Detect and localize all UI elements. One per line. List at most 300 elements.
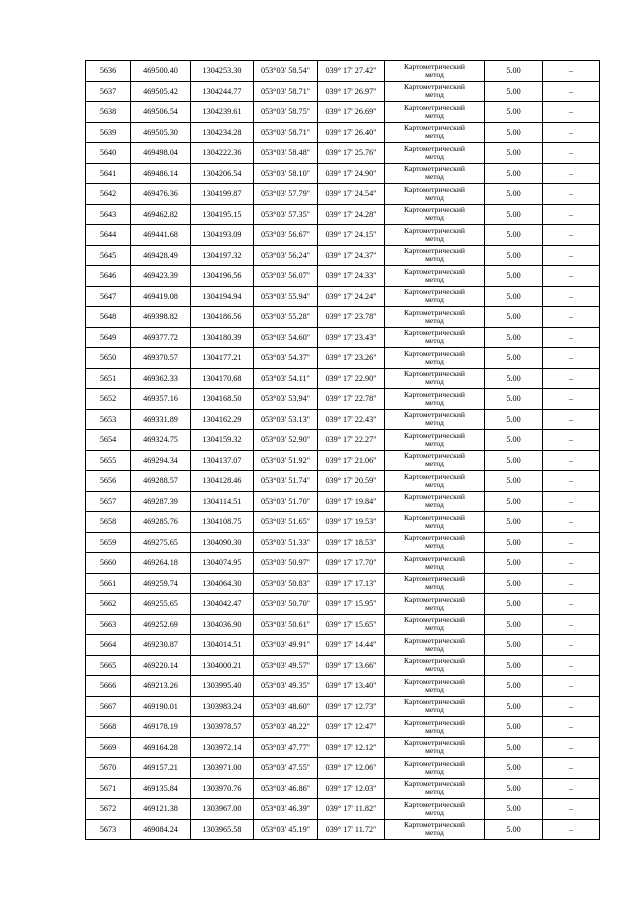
- latitude-cell: 053°03' 51.92": [254, 450, 318, 471]
- accuracy-cell: 5.00: [485, 676, 543, 697]
- point-number-cell: 5652: [86, 389, 131, 410]
- x-coordinate-cell: 469264.18: [131, 553, 191, 574]
- point-number-cell: 5661: [86, 573, 131, 594]
- table-row: [86, 266, 600, 287]
- note-cell: –: [543, 819, 600, 840]
- note-cell: –: [543, 676, 600, 697]
- accuracy-cell: 5.00: [485, 286, 543, 307]
- longitude-cell: 039° 17' 12.06": [318, 758, 385, 779]
- note-cell: –: [543, 573, 600, 594]
- note-cell: –: [543, 737, 600, 758]
- longitude-cell: 039° 17' 22.27": [318, 430, 385, 451]
- table-row: [86, 61, 600, 82]
- longitude-cell: 039° 17' 24.24": [318, 286, 385, 307]
- y-coordinate-cell: 1303972.14: [191, 737, 254, 758]
- longitude-cell: 039° 17' 24.37": [318, 245, 385, 266]
- coordinates-table-body: [86, 61, 600, 840]
- method-cell: [385, 450, 485, 471]
- point-number-cell: 5668: [86, 717, 131, 738]
- method-line-1: Картометрический: [404, 533, 465, 543]
- y-coordinate-cell: 1304014.51: [191, 635, 254, 656]
- method-cell: [385, 163, 485, 184]
- y-coordinate-cell: 1304253.30: [191, 61, 254, 82]
- method-line-1: Картометрический: [404, 615, 465, 625]
- latitude-cell: 053°03' 48.22": [254, 717, 318, 738]
- point-number-cell: 5664: [86, 635, 131, 656]
- method-line-1: Картометрический: [404, 758, 465, 768]
- method-cell: [385, 409, 485, 430]
- method-cell: [385, 368, 485, 389]
- method-line-1: Картометрический: [404, 717, 465, 727]
- table-row: [86, 573, 600, 594]
- y-coordinate-cell: 1303970.76: [191, 778, 254, 799]
- point-number-cell: 5673: [86, 819, 131, 840]
- table-row: [86, 389, 600, 410]
- accuracy-cell: 5.00: [485, 368, 543, 389]
- method-cell: [385, 758, 485, 779]
- table-row: [86, 717, 600, 738]
- method-line-1: Картометрический: [404, 594, 465, 604]
- method-cell: [385, 512, 485, 533]
- method-cell: [385, 102, 485, 123]
- method-line-2: метод: [425, 254, 444, 264]
- point-number-cell: 5657: [86, 491, 131, 512]
- latitude-cell: 053°03' 58.75": [254, 102, 318, 123]
- method-line-1: Картометрический: [404, 738, 465, 748]
- method-line-2: метод: [425, 397, 444, 407]
- longitude-cell: 039° 17' 24.33": [318, 266, 385, 287]
- note-cell: –: [543, 696, 600, 717]
- point-number-cell: 5671: [86, 778, 131, 799]
- x-coordinate-cell: 469441.68: [131, 225, 191, 246]
- accuracy-cell: 5.00: [485, 594, 543, 615]
- longitude-cell: 039° 17' 15.65": [318, 614, 385, 635]
- note-cell: –: [543, 81, 600, 102]
- method-cell: [385, 594, 485, 615]
- method-line-1: Картометрический: [404, 287, 465, 297]
- method-line-1: Картометрический: [404, 779, 465, 789]
- longitude-cell: 039° 17' 24.90": [318, 163, 385, 184]
- latitude-cell: 053°03' 47.55": [254, 758, 318, 779]
- method-line-1: Картометрический: [404, 307, 465, 317]
- y-coordinate-cell: 1303965.58: [191, 819, 254, 840]
- y-coordinate-cell: 1304234.28: [191, 122, 254, 143]
- method-line-1: Картометрический: [404, 553, 465, 563]
- x-coordinate-cell: 469357.16: [131, 389, 191, 410]
- method-line-2: метод: [425, 705, 444, 715]
- latitude-cell: 053°03' 54.11": [254, 368, 318, 389]
- x-coordinate-cell: 469419.08: [131, 286, 191, 307]
- method-cell: [385, 819, 485, 840]
- method-cell: [385, 614, 485, 635]
- latitude-cell: 053°03' 58.54": [254, 61, 318, 82]
- x-coordinate-cell: 469377.72: [131, 327, 191, 348]
- point-number-cell: 5645: [86, 245, 131, 266]
- coordinates-table: [85, 60, 600, 840]
- method-cell: [385, 122, 485, 143]
- latitude-cell: 053°03' 52.90": [254, 430, 318, 451]
- table-row: [86, 758, 600, 779]
- latitude-cell: 053°03' 50.61": [254, 614, 318, 635]
- longitude-cell: 039° 17' 23.26": [318, 348, 385, 369]
- method-cell: [385, 717, 485, 738]
- accuracy-cell: 5.00: [485, 614, 543, 635]
- longitude-cell: 039° 17' 22.78": [318, 389, 385, 410]
- y-coordinate-cell: 1304168.50: [191, 389, 254, 410]
- point-number-cell: 5640: [86, 143, 131, 164]
- note-cell: –: [543, 532, 600, 553]
- table-row: [86, 102, 600, 123]
- y-coordinate-cell: 1304128.46: [191, 471, 254, 492]
- method-cell: [385, 655, 485, 676]
- method-line-1: Картометрический: [404, 246, 465, 256]
- y-coordinate-cell: 1304195.15: [191, 204, 254, 225]
- longitude-cell: 039° 17' 24.54": [318, 184, 385, 205]
- x-coordinate-cell: 469476.36: [131, 184, 191, 205]
- longitude-cell: 039° 17' 27.42": [318, 61, 385, 82]
- x-coordinate-cell: 469370.57: [131, 348, 191, 369]
- method-line-2: метод: [425, 459, 444, 469]
- note-cell: –: [543, 409, 600, 430]
- method-cell: [385, 245, 485, 266]
- point-number-cell: 5641: [86, 163, 131, 184]
- x-coordinate-cell: 469505.30: [131, 122, 191, 143]
- accuracy-cell: 5.00: [485, 737, 543, 758]
- latitude-cell: 053°03' 51.33": [254, 532, 318, 553]
- latitude-cell: 053°03' 54.37": [254, 348, 318, 369]
- method-line-1: Картометрический: [404, 697, 465, 707]
- method-line-1: Картометрический: [404, 102, 465, 112]
- point-number-cell: 5665: [86, 655, 131, 676]
- method-line-1: Картометрический: [404, 61, 465, 71]
- note-cell: –: [543, 61, 600, 82]
- method-line-2: метод: [425, 828, 444, 838]
- method-line-2: метод: [425, 69, 444, 79]
- method-line-2: метод: [425, 787, 444, 797]
- method-line-1: Картометрический: [404, 492, 465, 502]
- x-coordinate-cell: 469462.82: [131, 204, 191, 225]
- latitude-cell: 053°03' 51.65": [254, 512, 318, 533]
- point-number-cell: 5667: [86, 696, 131, 717]
- accuracy-cell: 5.00: [485, 143, 543, 164]
- method-line-1: Картометрический: [404, 820, 465, 830]
- method-line-2: метод: [425, 274, 444, 284]
- method-line-1: Картометрический: [404, 143, 465, 153]
- method-line-1: Картометрический: [404, 123, 465, 133]
- method-line-2: метод: [425, 295, 444, 305]
- x-coordinate-cell: 469428.49: [131, 245, 191, 266]
- y-coordinate-cell: 1304090.30: [191, 532, 254, 553]
- longitude-cell: 039° 17' 15.95": [318, 594, 385, 615]
- note-cell: –: [543, 163, 600, 184]
- y-coordinate-cell: 1304064.30: [191, 573, 254, 594]
- method-cell: [385, 471, 485, 492]
- note-cell: –: [543, 799, 600, 820]
- method-line-1: Картометрический: [404, 164, 465, 174]
- y-coordinate-cell: 1304222.36: [191, 143, 254, 164]
- accuracy-cell: 5.00: [485, 512, 543, 533]
- method-line-1: Картометрический: [404, 389, 465, 399]
- method-cell: [385, 266, 485, 287]
- method-line-2: метод: [425, 643, 444, 653]
- table-row: [86, 471, 600, 492]
- longitude-cell: 039° 17' 19.84": [318, 491, 385, 512]
- latitude-cell: 053°03' 53.13": [254, 409, 318, 430]
- longitude-cell: 039° 17' 14.44": [318, 635, 385, 656]
- y-coordinate-cell: 1304036.90: [191, 614, 254, 635]
- x-coordinate-cell: 469259.74: [131, 573, 191, 594]
- method-cell: [385, 225, 485, 246]
- y-coordinate-cell: 1304180.39: [191, 327, 254, 348]
- method-line-1: Картометрический: [404, 369, 465, 379]
- x-coordinate-cell: 469486.14: [131, 163, 191, 184]
- accuracy-cell: 5.00: [485, 717, 543, 738]
- note-cell: –: [543, 512, 600, 533]
- point-number-cell: 5639: [86, 122, 131, 143]
- point-number-cell: 5670: [86, 758, 131, 779]
- point-number-cell: 5644: [86, 225, 131, 246]
- accuracy-cell: 5.00: [485, 225, 543, 246]
- method-cell: [385, 143, 485, 164]
- y-coordinate-cell: 1304197.32: [191, 245, 254, 266]
- x-coordinate-cell: 469255.65: [131, 594, 191, 615]
- x-coordinate-cell: 469135.84: [131, 778, 191, 799]
- y-coordinate-cell: 1304199.87: [191, 184, 254, 205]
- method-line-2: метод: [425, 520, 444, 530]
- note-cell: –: [543, 471, 600, 492]
- note-cell: –: [543, 758, 600, 779]
- table-row: [86, 491, 600, 512]
- table-row: [86, 122, 600, 143]
- x-coordinate-cell: 469084.24: [131, 819, 191, 840]
- y-coordinate-cell: 1304114.51: [191, 491, 254, 512]
- table-row: [86, 614, 600, 635]
- accuracy-cell: 5.00: [485, 491, 543, 512]
- point-number-cell: 5662: [86, 594, 131, 615]
- table-row: [86, 532, 600, 553]
- method-cell: [385, 430, 485, 451]
- note-cell: –: [543, 184, 600, 205]
- accuracy-cell: 5.00: [485, 778, 543, 799]
- table-row: [86, 286, 600, 307]
- table-row: [86, 348, 600, 369]
- accuracy-cell: 5.00: [485, 122, 543, 143]
- y-coordinate-cell: 1304159.32: [191, 430, 254, 451]
- longitude-cell: 039° 17' 19.53": [318, 512, 385, 533]
- accuracy-cell: 5.00: [485, 61, 543, 82]
- accuracy-cell: 5.00: [485, 81, 543, 102]
- x-coordinate-cell: 469213.26: [131, 676, 191, 697]
- y-coordinate-cell: 1304186.56: [191, 307, 254, 328]
- longitude-cell: 039° 17' 12.03": [318, 778, 385, 799]
- point-number-cell: 5647: [86, 286, 131, 307]
- method-line-2: метод: [425, 766, 444, 776]
- method-cell: [385, 799, 485, 820]
- y-coordinate-cell: 1304108.75: [191, 512, 254, 533]
- y-coordinate-cell: 1304170.68: [191, 368, 254, 389]
- method-cell: [385, 737, 485, 758]
- method-line-2: метод: [425, 336, 444, 346]
- method-cell: [385, 61, 485, 82]
- table-row: [86, 553, 600, 574]
- y-coordinate-cell: 1304196.56: [191, 266, 254, 287]
- point-number-cell: 5649: [86, 327, 131, 348]
- y-coordinate-cell: 1304000.21: [191, 655, 254, 676]
- y-coordinate-cell: 1303995.40: [191, 676, 254, 697]
- x-coordinate-cell: 469498.04: [131, 143, 191, 164]
- y-coordinate-cell: 1303978.57: [191, 717, 254, 738]
- x-coordinate-cell: 469506.54: [131, 102, 191, 123]
- x-coordinate-cell: 469121.38: [131, 799, 191, 820]
- note-cell: –: [543, 491, 600, 512]
- method-line-1: Картометрический: [404, 430, 465, 440]
- method-line-1: Картометрический: [404, 184, 465, 194]
- y-coordinate-cell: 1304244.77: [191, 81, 254, 102]
- latitude-cell: 053°03' 56.67": [254, 225, 318, 246]
- longitude-cell: 039° 17' 11.82": [318, 799, 385, 820]
- method-line-1: Картометрический: [404, 656, 465, 666]
- note-cell: –: [543, 143, 600, 164]
- x-coordinate-cell: 469164.28: [131, 737, 191, 758]
- longitude-cell: 039° 17' 17.13": [318, 573, 385, 594]
- method-line-2: метод: [425, 623, 444, 633]
- method-line-2: метод: [425, 418, 444, 428]
- method-line-2: метод: [425, 90, 444, 100]
- method-cell: [385, 348, 485, 369]
- latitude-cell: 053°03' 58.10": [254, 163, 318, 184]
- method-cell: [385, 696, 485, 717]
- method-cell: [385, 573, 485, 594]
- table-row: [86, 81, 600, 102]
- table-row: [86, 430, 600, 451]
- method-line-2: метод: [425, 807, 444, 817]
- latitude-cell: 053°03' 49.57": [254, 655, 318, 676]
- note-cell: –: [543, 553, 600, 574]
- longitude-cell: 039° 17' 26.40": [318, 122, 385, 143]
- longitude-cell: 039° 17' 12.12": [318, 737, 385, 758]
- longitude-cell: 039° 17' 26.69": [318, 102, 385, 123]
- method-line-1: Картометрический: [404, 635, 465, 645]
- method-line-1: Картометрический: [404, 82, 465, 92]
- note-cell: –: [543, 286, 600, 307]
- note-cell: –: [543, 594, 600, 615]
- point-number-cell: 5663: [86, 614, 131, 635]
- x-coordinate-cell: 469287.39: [131, 491, 191, 512]
- y-coordinate-cell: 1304137.07: [191, 450, 254, 471]
- method-cell: [385, 778, 485, 799]
- table-row: [86, 327, 600, 348]
- longitude-cell: 039° 17' 20.59": [318, 471, 385, 492]
- method-line-2: метод: [425, 192, 444, 202]
- note-cell: –: [543, 327, 600, 348]
- latitude-cell: 053°03' 55.28": [254, 307, 318, 328]
- method-line-1: Картометрический: [404, 471, 465, 481]
- method-line-2: метод: [425, 684, 444, 694]
- accuracy-cell: 5.00: [485, 348, 543, 369]
- x-coordinate-cell: 469505.42: [131, 81, 191, 102]
- x-coordinate-cell: 469178.19: [131, 717, 191, 738]
- point-number-cell: 5642: [86, 184, 131, 205]
- method-line-2: метод: [425, 479, 444, 489]
- table-row: [86, 799, 600, 820]
- note-cell: –: [543, 778, 600, 799]
- y-coordinate-cell: 1304042.47: [191, 594, 254, 615]
- accuracy-cell: 5.00: [485, 184, 543, 205]
- latitude-cell: 053°03' 49.91": [254, 635, 318, 656]
- x-coordinate-cell: 469331.89: [131, 409, 191, 430]
- point-number-cell: 5643: [86, 204, 131, 225]
- note-cell: –: [543, 389, 600, 410]
- x-coordinate-cell: 469423.39: [131, 266, 191, 287]
- latitude-cell: 053°03' 47.77": [254, 737, 318, 758]
- accuracy-cell: 5.00: [485, 799, 543, 820]
- method-cell: [385, 389, 485, 410]
- latitude-cell: 053°03' 50.83": [254, 573, 318, 594]
- note-cell: –: [543, 655, 600, 676]
- point-number-cell: 5659: [86, 532, 131, 553]
- y-coordinate-cell: 1304162.29: [191, 409, 254, 430]
- accuracy-cell: 5.00: [485, 696, 543, 717]
- note-cell: –: [543, 245, 600, 266]
- note-cell: –: [543, 225, 600, 246]
- accuracy-cell: 5.00: [485, 327, 543, 348]
- method-line-1: Картометрический: [404, 574, 465, 584]
- latitude-cell: 053°03' 51.74": [254, 471, 318, 492]
- method-cell: [385, 81, 485, 102]
- table-row: [86, 163, 600, 184]
- latitude-cell: 053°03' 56.07": [254, 266, 318, 287]
- point-number-cell: 5655: [86, 450, 131, 471]
- point-number-cell: 5636: [86, 61, 131, 82]
- latitude-cell: 053°03' 58.71": [254, 81, 318, 102]
- note-cell: –: [543, 614, 600, 635]
- method-line-2: метод: [425, 151, 444, 161]
- table-row: [86, 184, 600, 205]
- accuracy-cell: 5.00: [485, 102, 543, 123]
- latitude-cell: 053°03' 48.60": [254, 696, 318, 717]
- table-row: [86, 143, 600, 164]
- x-coordinate-cell: 469252.69: [131, 614, 191, 635]
- y-coordinate-cell: 1304206.54: [191, 163, 254, 184]
- latitude-cell: 053°03' 46.39": [254, 799, 318, 820]
- y-coordinate-cell: 1304239.61: [191, 102, 254, 123]
- accuracy-cell: 5.00: [485, 655, 543, 676]
- method-line-1: Картометрический: [404, 348, 465, 358]
- accuracy-cell: 5.00: [485, 409, 543, 430]
- table-row: [86, 635, 600, 656]
- note-cell: –: [543, 204, 600, 225]
- table-row: [86, 307, 600, 328]
- x-coordinate-cell: 469398.82: [131, 307, 191, 328]
- method-cell: [385, 635, 485, 656]
- accuracy-cell: 5.00: [485, 266, 543, 287]
- y-coordinate-cell: 1304193.09: [191, 225, 254, 246]
- longitude-cell: 039° 17' 13.66": [318, 655, 385, 676]
- method-line-2: метод: [425, 438, 444, 448]
- accuracy-cell: 5.00: [485, 819, 543, 840]
- x-coordinate-cell: 469157.21: [131, 758, 191, 779]
- accuracy-cell: 5.00: [485, 430, 543, 451]
- note-cell: –: [543, 635, 600, 656]
- table-row: [86, 737, 600, 758]
- longitude-cell: 039° 17' 24.28": [318, 204, 385, 225]
- longitude-cell: 039° 17' 18.53": [318, 532, 385, 553]
- table-row: [86, 368, 600, 389]
- x-coordinate-cell: 469285.76: [131, 512, 191, 533]
- y-coordinate-cell: 1303983.24: [191, 696, 254, 717]
- latitude-cell: 053°03' 56.24": [254, 245, 318, 266]
- table-row: [86, 512, 600, 533]
